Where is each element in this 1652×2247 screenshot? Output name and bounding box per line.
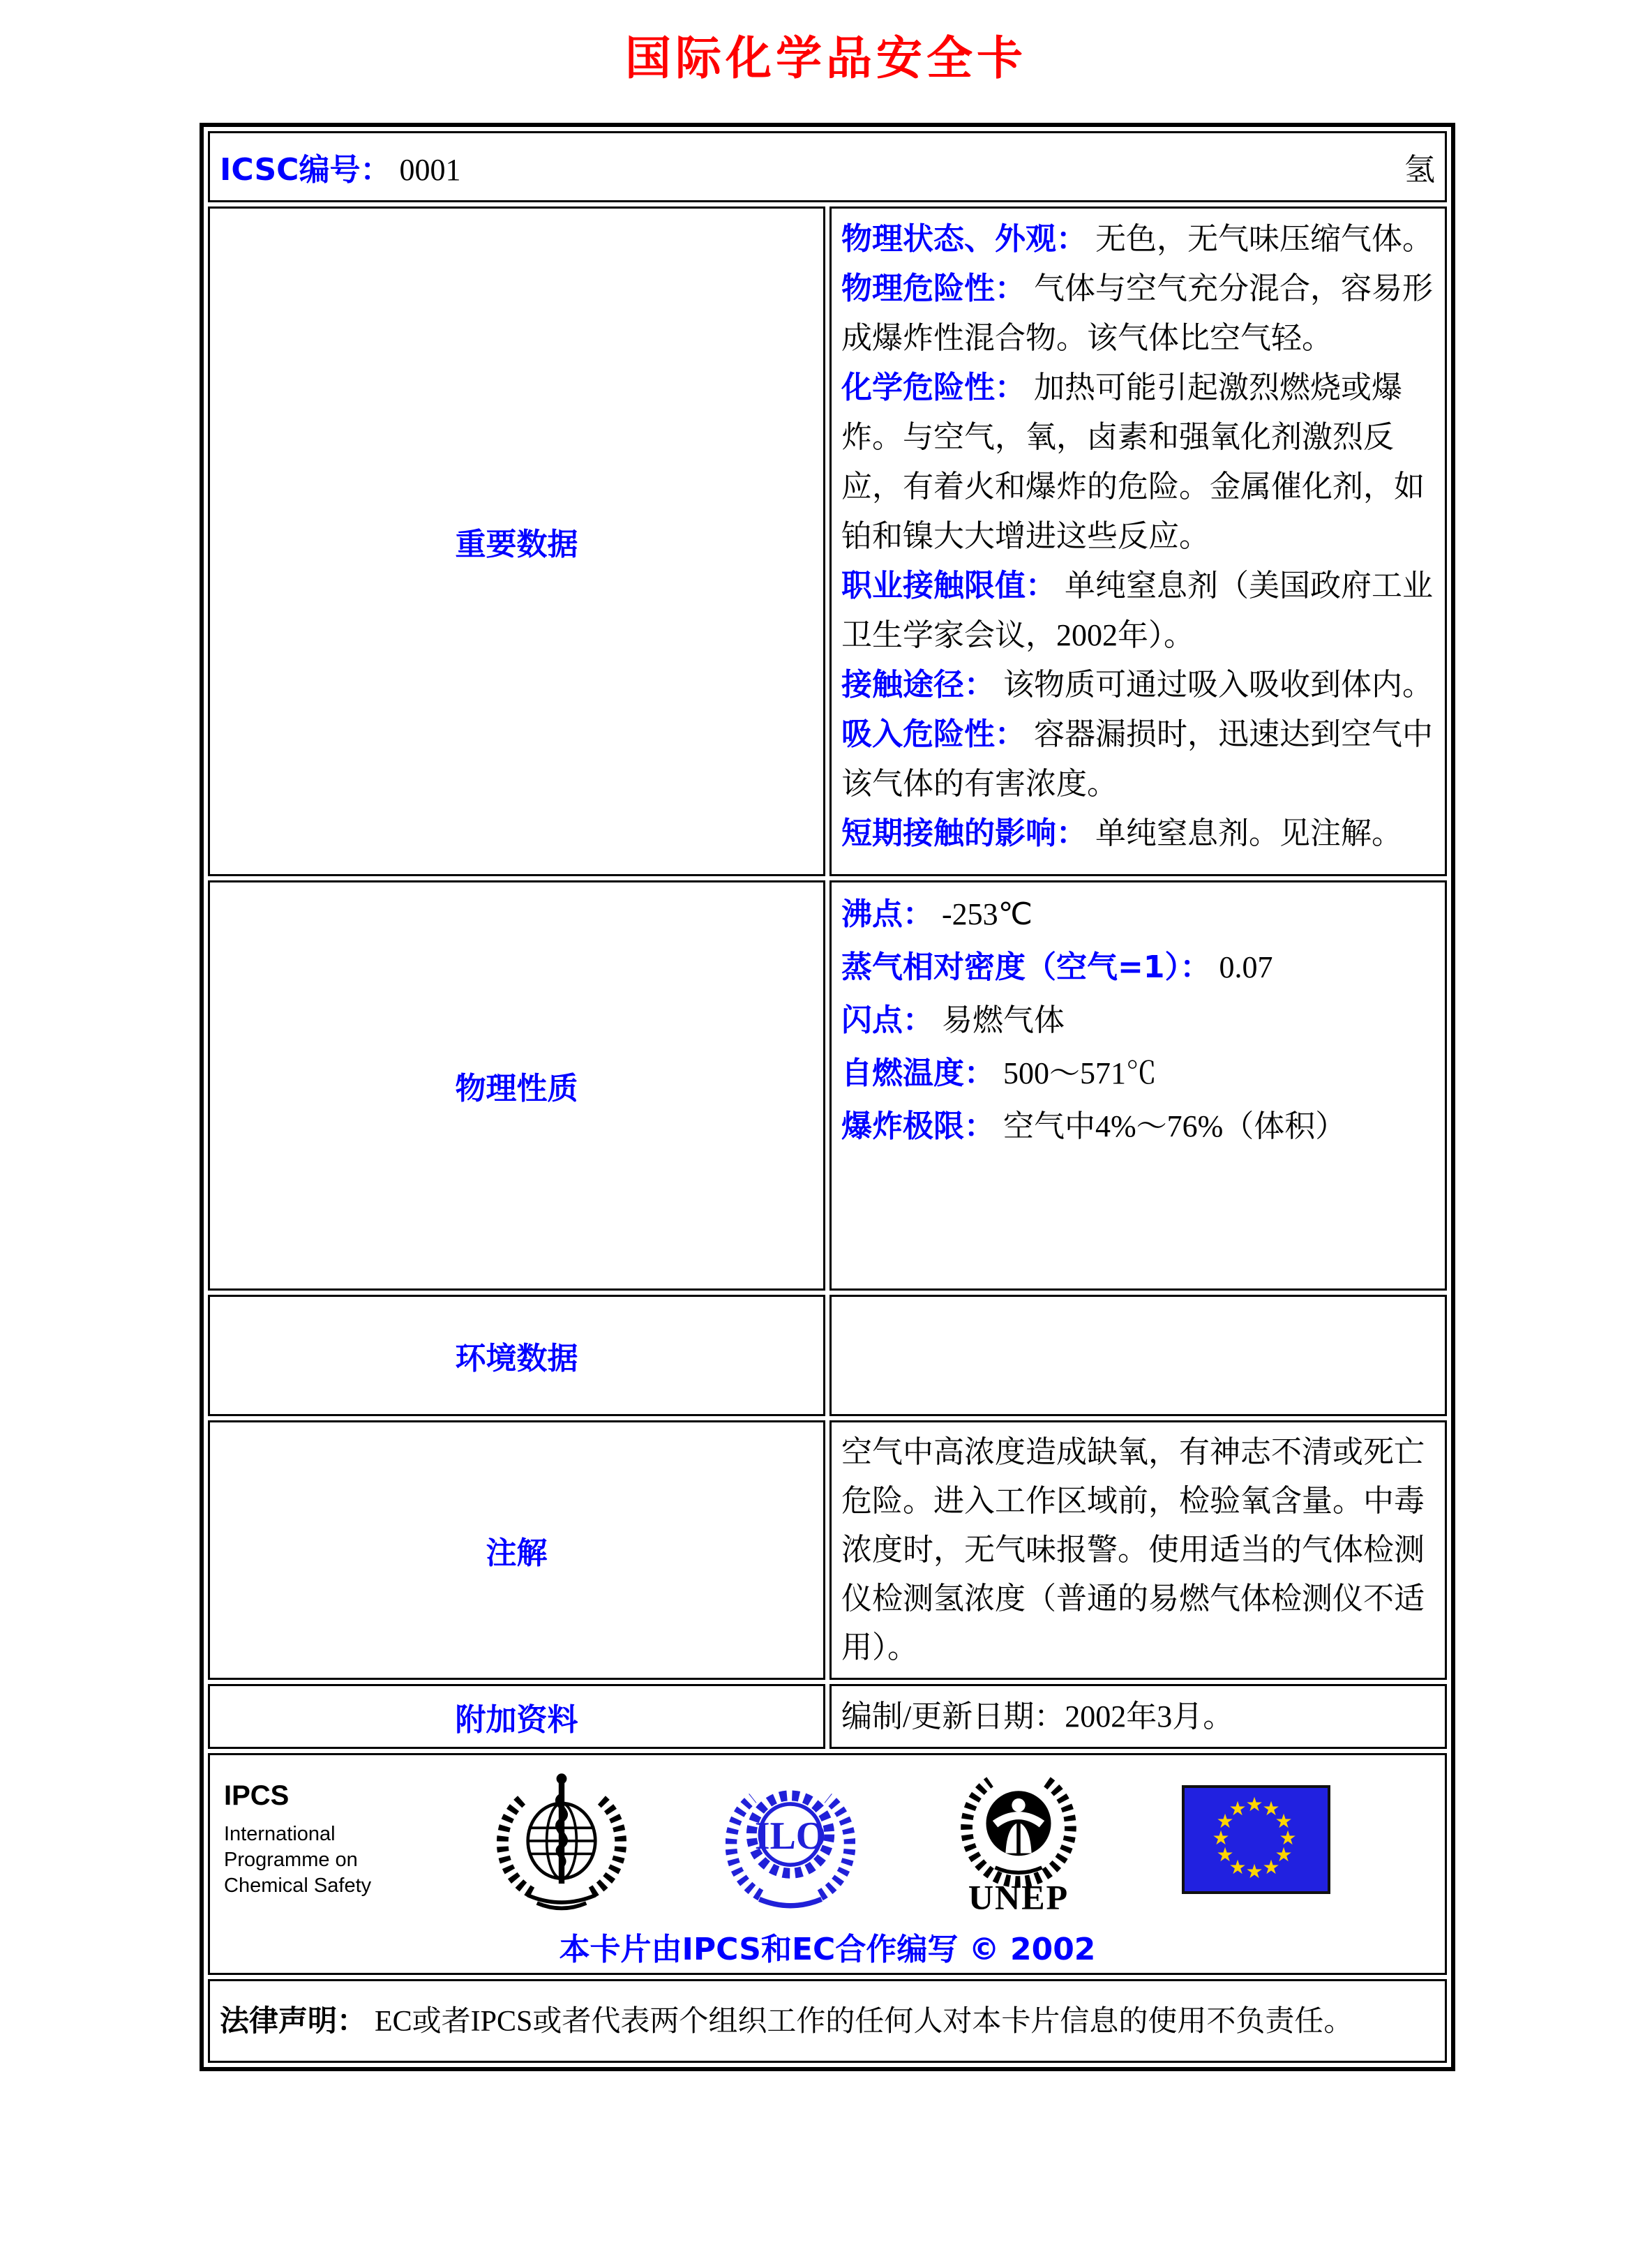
row-environmental-data <box>208 1295 1447 1416</box>
item-text: 容器漏损时，迅速达到空气中该气体的有害浓度。 <box>841 717 1433 801</box>
data-item <box>841 660 1435 709</box>
eu-flag-icon <box>1182 1785 1330 1894</box>
item-label: 吸入危险性： <box>841 716 1026 752</box>
eu-star: ★ <box>1279 1826 1297 1849</box>
section-content-environmental-data <box>829 1295 1447 1416</box>
item-text: 该物质可通过吸入吸收到体内。 <box>1003 668 1433 702</box>
row-important-data <box>208 206 1447 876</box>
item-text: 易燃气体 <box>942 1003 1065 1037</box>
item-label: 短期接触的影响： <box>841 816 1087 851</box>
item-label: 蒸气相对密度（空气=1）： <box>841 949 1211 985</box>
who-emblem-icon <box>497 1767 626 1912</box>
ipcs-subline: Programme on <box>224 1849 358 1871</box>
icsc-number-group <box>220 144 460 189</box>
item-text: 加热可能引起激烈燃烧或爆炸。与空气，氧，卤素和强氧化剂激烈反应，有着火和爆炸的危险。金属催化剂，如铂和镍大大增进这些反应。 <box>841 370 1425 553</box>
item-label: 自燃温度： <box>841 1055 995 1091</box>
data-item <box>841 1047 1435 1100</box>
row-additional-info <box>208 1684 1447 1749</box>
ipcs-acronym: IPCS <box>224 1780 290 1811</box>
eu-star: ★ <box>1245 1793 1263 1816</box>
item-text: -253℃ <box>942 897 1033 931</box>
unep-emblem-icon <box>954 1761 1083 1918</box>
item-text: 气体与空气充分混合，容易形成爆炸性混合物。该气体比空气轻。 <box>841 271 1433 355</box>
section-label-additional-info: 附加资料 <box>208 1684 825 1749</box>
item-text: 0.07 <box>1219 950 1273 984</box>
data-item <box>841 264 1435 363</box>
data-item <box>841 994 1435 1047</box>
item-label: 化学危险性： <box>841 370 1026 405</box>
data-item <box>841 1100 1435 1153</box>
icsc-card-table <box>200 123 1455 2071</box>
item-label: 物理状态、外观： <box>841 221 1087 257</box>
row-logos <box>208 1753 1447 1975</box>
row-physical-properties <box>208 880 1447 1291</box>
eu-star: ★ <box>1216 1843 1234 1866</box>
legal-text: EC或者IPCS或者代表两个组织工作的任何人对本卡片信息的使用不负责任。 <box>375 2005 1353 2038</box>
data-item <box>841 561 1435 660</box>
data-item <box>841 941 1435 994</box>
section-label-physical-properties: 物理性质 <box>208 880 825 1291</box>
eu-star: ★ <box>1262 1797 1280 1820</box>
legal-label: 法律声明： <box>220 2003 367 2038</box>
data-item <box>841 363 1435 561</box>
item-label: 职业接触限值： <box>841 568 1056 603</box>
eu-star: ★ <box>1275 1843 1293 1866</box>
data-item <box>841 214 1435 264</box>
section-content-physical-properties <box>829 880 1447 1291</box>
item-text: 无色，无气味压缩气体。 <box>1095 222 1433 256</box>
row-legal <box>208 1979 1447 2063</box>
icsc-number-value: 0001 <box>399 153 461 187</box>
eu-star: ★ <box>1212 1826 1230 1849</box>
item-label: 物理危险性： <box>841 271 1026 306</box>
data-item <box>841 888 1435 941</box>
header-cell <box>208 131 1447 202</box>
section-label-notes: 注解 <box>208 1420 825 1680</box>
eu-star: ★ <box>1229 1797 1247 1820</box>
item-label: 爆炸极限： <box>841 1109 995 1144</box>
page-title: 国际化学品安全卡 <box>625 33 1027 84</box>
unep-wordmark: UNEP <box>968 1877 1069 1917</box>
ilo-emblem-icon <box>726 1767 855 1912</box>
row-notes <box>208 1420 1447 1680</box>
item-text: 单纯窒息剂。见注解。 <box>1095 816 1402 850</box>
item-text: 空气中4%～76%（体积） <box>1003 1109 1346 1143</box>
notes-text: 空气中高浓度造成缺氧，有神志不清或死亡危险。进入工作区域前，检验氧含量。中毒浓度时，无气味报警。使用适当的气体检测仪检测氢浓度（普通的易燃气体检测仪不适用）。 <box>841 1435 1425 1664</box>
section-content-additional-info: 编制/更新日期：2002年3月。 <box>829 1684 1447 1749</box>
eu-star: ★ <box>1262 1856 1280 1879</box>
section-label-important-data: 重要数据 <box>208 206 825 876</box>
logos-cell <box>208 1753 1447 1975</box>
credit-line: 本卡片由IPCS和EC合作编写 © 2002 <box>559 1932 1096 1967</box>
chemical-name: 氢 <box>1404 153 1435 187</box>
header-row <box>208 131 1447 202</box>
data-item <box>841 809 1435 858</box>
eu-star: ★ <box>1216 1810 1234 1833</box>
ipcs-subline: Chemical Safety <box>224 1874 372 1897</box>
item-text: 单纯窒息剂（美国政府工业卫生学家会议，2002年）。 <box>841 569 1433 652</box>
section-label-environmental-data: 环境数据 <box>208 1295 825 1416</box>
legal-cell <box>208 1979 1447 2063</box>
eu-star: ★ <box>1245 1860 1263 1883</box>
item-label: 沸点： <box>841 896 933 932</box>
ipcs-text-block <box>224 1780 398 1899</box>
item-text: 500～571℃ <box>1003 1056 1157 1090</box>
section-content-notes <box>829 1420 1447 1680</box>
icsc-number-label: ICSC编号： <box>220 152 391 188</box>
eu-star: ★ <box>1275 1810 1293 1833</box>
ipcs-subline: International <box>224 1823 336 1845</box>
data-item <box>841 709 1435 809</box>
ilo-monogram: ILO <box>754 1814 826 1858</box>
eu-star: ★ <box>1229 1856 1247 1879</box>
item-label: 闪点： <box>841 1002 933 1038</box>
item-label: 接触途径： <box>841 667 995 702</box>
section-content-important-data <box>829 206 1447 876</box>
